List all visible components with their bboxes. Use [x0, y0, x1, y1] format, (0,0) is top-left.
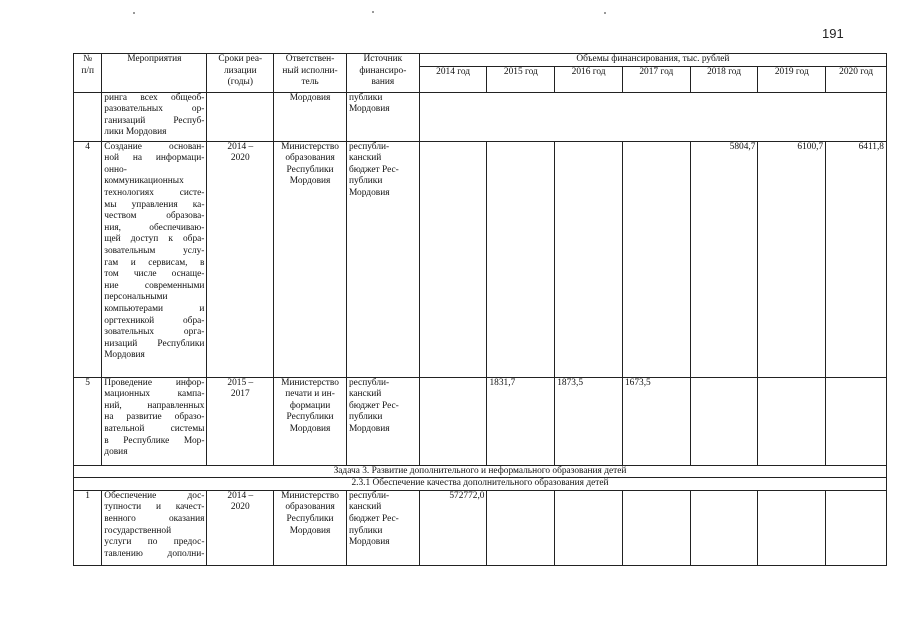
header-year: 2018 год	[690, 66, 758, 92]
row-num: 5	[74, 377, 102, 465]
row-values-empty	[419, 92, 886, 141]
row-value	[826, 377, 887, 465]
row-event: Создание основан- ной на информаци- онно- коммуникационных технологиях систе- мы управления ка- чеством образова- ния, обеспечиваю- щей доступ к обра- зовательным услу- гам и сервисам, в том числе оснаще- ние современными персональными компьютерами и оргтехникой обра- зовательных орга- низаций Республики Мордовия	[102, 141, 207, 377]
row-responsible: Министерство образования Республики Мордовия	[274, 141, 347, 377]
header-year: 2016 год	[555, 66, 623, 92]
row-num	[74, 92, 102, 141]
row-value: 1873,5	[555, 377, 623, 465]
row-value	[487, 141, 555, 377]
row-value	[419, 141, 487, 377]
row-value: 572772,0	[419, 490, 487, 565]
funding-table	[73, 53, 887, 566]
row-terms	[207, 92, 274, 141]
page-number: 191	[822, 26, 844, 41]
row-value	[555, 490, 623, 565]
row-event: Проведение инфор- мационных кампа- ний, направленных на развитие образо- вательной системы в Республике Мор- довия	[102, 377, 207, 465]
row-num: 4	[74, 141, 102, 377]
header-event: Мероприятия	[102, 54, 207, 93]
header-funding-title: Объемы финансирования, тыс. рублей	[419, 54, 886, 67]
row-value	[758, 377, 826, 465]
header-responsible: Ответствен- ный исполни- тель	[274, 54, 347, 93]
row-source: публики Мордовия	[346, 92, 419, 141]
row-value	[690, 377, 758, 465]
row-source: республи- канский бюджет Рес- публики Мордовия	[346, 141, 419, 377]
task-title: Задача 3. Развитие дополнительного и неформального образования детей	[74, 465, 887, 478]
header-year: 2014 год	[419, 66, 487, 92]
row-value: 1831,7	[487, 377, 555, 465]
row-source: республи- канский бюджет Рес- публики Мордовия	[346, 377, 419, 465]
row-terms: 2014 – 2020	[207, 141, 274, 377]
row-event: ринга всех общеоб- разовательных ор- ганизаций Респуб- лики Мордовия	[102, 92, 207, 141]
scan-speck	[372, 11, 374, 13]
table-row	[74, 377, 887, 465]
scan-speck	[604, 12, 606, 14]
row-value	[826, 490, 887, 565]
row-value	[622, 141, 690, 377]
row-source: республи- канский бюджет Рес- публики Мордовия	[346, 490, 419, 565]
header-num: № п/п	[74, 54, 102, 93]
row-terms: 2014 – 2020	[207, 490, 274, 565]
scan-speck	[133, 12, 135, 14]
subtask-title: 2.3.1 Обеспечение качества дополнительного образования детей	[74, 478, 887, 491]
row-value	[555, 141, 623, 377]
row-value: 5804,7	[690, 141, 758, 377]
row-value: 6411,8	[826, 141, 887, 377]
row-event: Обеспечение дос- тупности и качест- венного оказания государственной услуги по предос- тавлению дополни-	[102, 490, 207, 565]
header-source: Источник финансиро- вания	[346, 54, 419, 93]
row-responsible: Министерство образования Республики Мордовия	[274, 490, 347, 565]
row-value	[622, 490, 690, 565]
header-year: 2015 год	[487, 66, 555, 92]
row-value	[487, 490, 555, 565]
row-responsible: Мордовия	[274, 92, 347, 141]
subtask-row	[74, 478, 887, 491]
row-responsible: Министерство печати и ин- формации Республики Мордовия	[274, 377, 347, 465]
row-value: 6100,7	[758, 141, 826, 377]
header-year: 2017 год	[622, 66, 690, 92]
row-terms: 2015 – 2017	[207, 377, 274, 465]
row-value	[419, 377, 487, 465]
table-row	[74, 92, 887, 141]
table-row	[74, 490, 887, 565]
row-value	[758, 490, 826, 565]
row-value: 1673,5	[622, 377, 690, 465]
row-num: 1	[74, 490, 102, 565]
row-value	[690, 490, 758, 565]
task-row	[74, 465, 887, 478]
header-year: 2019 год	[758, 66, 826, 92]
table-row	[74, 141, 887, 377]
header-terms: Сроки реа- лизации (годы)	[207, 54, 274, 93]
header-year: 2020 год	[826, 66, 887, 92]
